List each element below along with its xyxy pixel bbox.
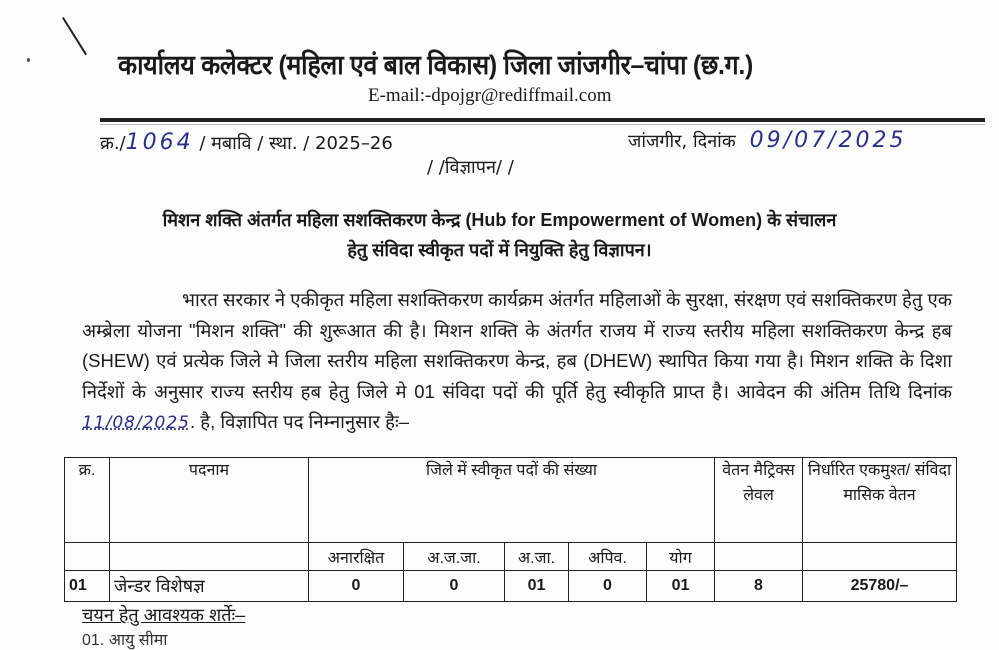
office-email: E-mail:-dpojgr@rediffmail.com [368, 85, 612, 106]
reference-handwritten-number: 1064 [125, 130, 194, 155]
subheader-empty [715, 543, 803, 571]
body-text: भारत सरकार ने एकीकृत महिला सशक्तिकरण कार्यक्रम अंतर्गत महिलाओं के सुरक्षा, संरक्षण एवं सशक्तिकरण हेतु एक अम्ब्रेला योजना "मिशन शक्ति" की शुरूआत की है। मिशन शक्ति के अंतर्गत राजय में राज्य स्तरीय महिला सशक्तिकरण केन्द्र हब (SHEW) एवं प्रत्येक जिले मे जिला स्तरीय महिला सशक्तिकरण केन्द्र, हब (DHEW) स्थापित किया गया है। मिशन शक्ति के दिशा निर्देशों के अनुसार राज्य स्तरीय हब हेतु जिले मे 01 संविदा पदों की पूर्ति हेतु स्वीकृति प्राप्त है। आवेदन की अंतिम तिथि दिनांक [82, 289, 952, 402]
subheader-obc: अपिव. [569, 543, 647, 571]
handwritten-date: 09/07/2025 [749, 128, 907, 153]
cell-obc: 0 [569, 571, 647, 602]
reference-prefix: क्र./ [100, 133, 126, 154]
header-fixed-salary: निर्धारित एकमुश्त/ संविदा मासिक वेतन [803, 458, 957, 543]
reference-number [100, 130, 393, 155]
cell-total: 01 [647, 571, 715, 602]
subheader-st: अ.ज.जा. [404, 543, 505, 571]
place-label: जांजगीर, दिनांक [628, 131, 736, 152]
cell-pay-level: 8 [715, 571, 803, 602]
handwritten-last-date: 11/08/2025 [82, 413, 190, 433]
cell-st: 0 [404, 571, 505, 602]
ink-dot [27, 58, 30, 62]
pen-stroke-mark [62, 17, 87, 55]
cell-serial: 01 [65, 571, 110, 602]
place-and-date [628, 128, 906, 153]
header-divider [100, 118, 985, 122]
subheader-total: योग [647, 543, 715, 571]
subheader-empty [65, 543, 110, 571]
table-header-row [65, 458, 957, 543]
subheader-unreserved: अनारक्षित [309, 543, 404, 571]
table-row [65, 571, 957, 602]
cell-salary: 25780/– [803, 571, 957, 602]
cell-unreserved: 0 [309, 571, 404, 602]
notice-label: / /विज्ञापन/ / [427, 157, 514, 178]
office-title: कार्यालय कलेक्टर (महिला एवं बाल विकास) जिला जांजगीर–चांपा (छ.ग.) [118, 50, 753, 80]
table-subheader-row [65, 543, 957, 571]
header-pay-matrix: वेतन मैट्रिक्स लेवल [715, 458, 803, 543]
header-sanctioned-posts: जिले में स्वीकृत पदों की संख्या [309, 458, 715, 543]
posts-table [64, 457, 957, 602]
body-paragraph [82, 285, 952, 439]
cell-post-name: जेन्डर विशेषज्ञ [110, 571, 309, 602]
subject-line-2: हेतु संविदा स्वीकृत पदों में नियुक्ति हेतु विज्ञापन। [347, 240, 652, 260]
subheader-empty [803, 543, 957, 571]
header-divider-thin [100, 124, 985, 125]
header-post-name: पदनाम [110, 458, 309, 543]
conditions-first-item-partial: 01. आयु सीमा [82, 632, 168, 649]
subheader-empty [110, 543, 309, 571]
header-serial: क्र. [65, 458, 110, 543]
cell-sc: 01 [505, 571, 569, 602]
subheader-sc: अ.जा. [505, 543, 569, 571]
body-text-end: . है, विज्ञापित पद निम्नानुसार हैः– [189, 411, 410, 432]
conditions-heading: चयन हेतु आवश्यक शर्तेः– [82, 605, 246, 625]
reference-suffix: / मबावि / स्था. / 2025–26 [199, 133, 393, 154]
subject-line-1: मिशन शक्ति अंतर्गत महिला सशक्तिकरण केन्द्र (Hub for Empowerment of Women) के संचालन [162, 210, 837, 230]
